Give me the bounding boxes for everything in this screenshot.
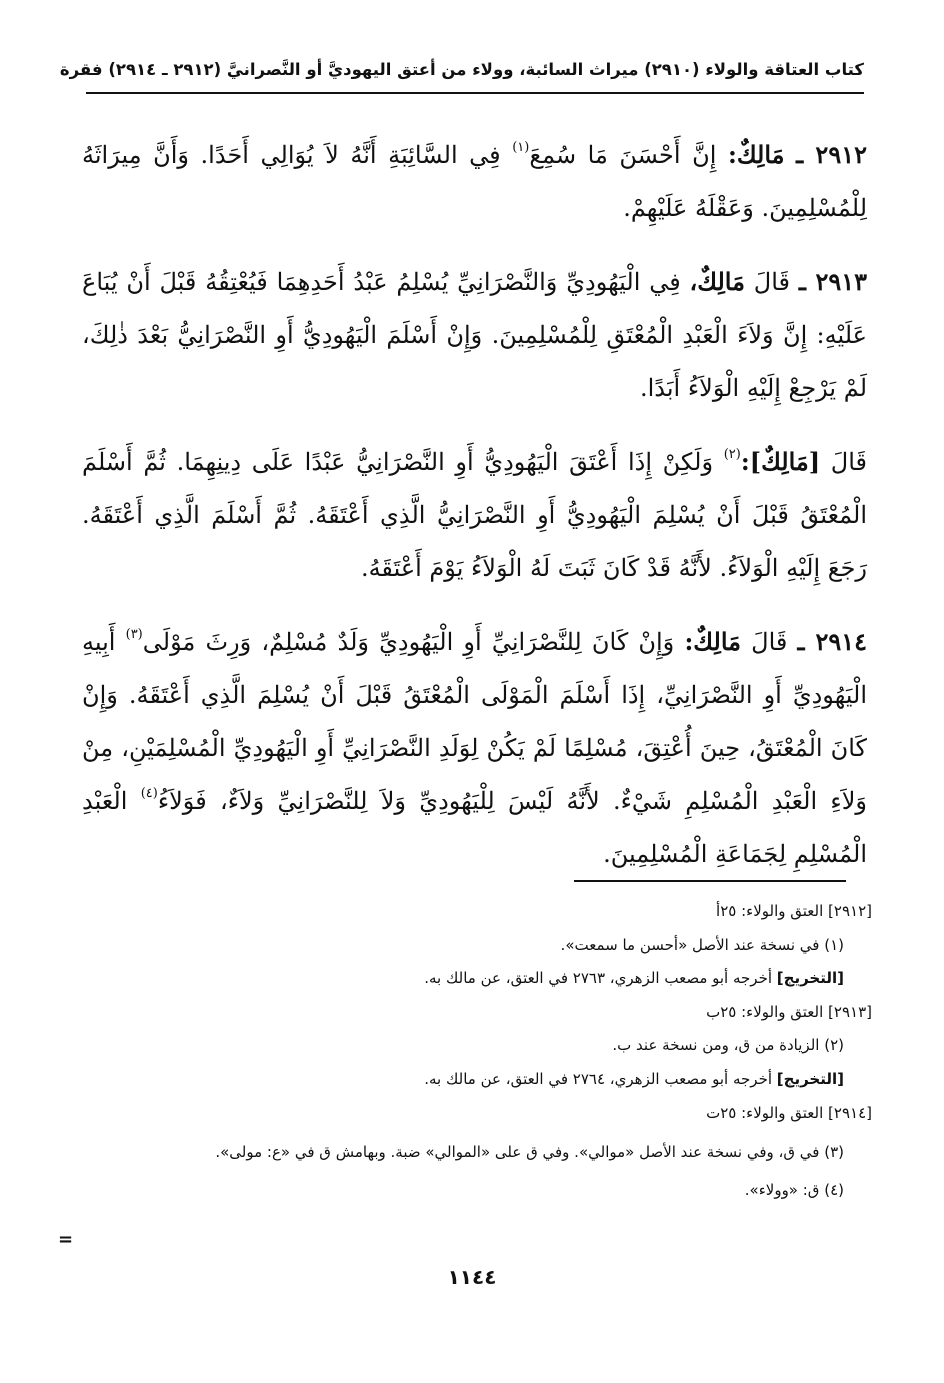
speaker-label: [مَالِكٌ]: — [740, 447, 821, 476]
paragraph-number: ٢٩١٣ ـ — [798, 267, 867, 296]
paragraph-text: قَالَ — [741, 628, 798, 656]
paragraph-text: الْعَبْدِ الْمُسْلِمِ لِجَمَاعَةِ الْمُسْلِمِينَ. — [82, 787, 867, 868]
paragraph-text: إِنَّ أَحْسَنَ مَا سُمِعَ — [529, 141, 728, 169]
takhrij-label: [التخريج] — [776, 1069, 844, 1088]
paragraph-text: وَإِنْ كَانَ لِلنَّصْرَانِيِّ أَوِ الْيَهُودِيِّ وَلَدٌ مُسْلِمٌ، وَرِثَ مَوْلَى — [142, 628, 685, 656]
footnote-4: (٤) ق: «وولاء». — [744, 1181, 844, 1200]
footnote-divider — [574, 880, 846, 882]
running-header: كتاب العتاقة والولاء (٢٩١٠) ميراث السائبة، وولاء من أعتق اليهوديَّ أو النَّصرانيَّ (٢٩١٢ ـ ٢٩١٤) فقرة — [59, 60, 864, 79]
reference-line-2913: [٢٩١٣] العتق والولاء: ٢٥ب — [706, 1002, 872, 1021]
reference-line-2912: [٢٩١٢] العتق والولاء: ٢٥أ — [716, 902, 872, 920]
footnote-3: (٣) في ق، وفي نسخة عند الأصل «موالي». وفي ق على «الموالي» ضبة. وبهامش ق في «ع: مولى». — [215, 1143, 844, 1162]
paragraph-2913 — [82, 255, 867, 415]
paragraph-text: أَبِيهِ الْيَهُودِيِّ أَوِ النَّصْرَانِيِّ، إِذَا أَسْلَمَ الْمَوْلَى الْمُعْتَقُ قَبْلَ أَنْ يُسْلِمَ الَّذِي أَعْتَقَهُ. وَإِنْ كَانَ الْمُعْتَقُ، حِينَ أُعْتِقَ، مُسْلِمًا لَمْ يَكُنْ لِوَلَدِ النَّصْرَانِيِّ أَوِ الْيَهُودِيِّ الْمُسْلِمَيْنِ، مِنْ وَلاَءِ الْعَبْدِ الْمُسْلِمِ شَيْءٌ. لأَنَّهُ لَيْسَ لِلْيَهُودِيِّ وَلاَ لِلنَّصْرَانِيِّ وَلاَءٌ، فَوَلاَءُ — [82, 628, 867, 815]
paragraph-text: وَلَكِنْ إِذَا أَعْتَقَ الْيَهُودِيُّ أَوِ النَّصْرَانِيُّ عَبْدًا عَلَى دِينِهِمَا. ثُمَّ أَسْلَمَ الْمُعْتَقُ قَبْلَ أَنْ يُسْلِمَ الْيَهُودِيُّ أَوِ النَّصْرَانِيُّ الَّذِي أَعْتَقَهُ. ثُمَّ أَسْلَمَ الَّذِي أَعْتَقَهُ. رَجَعَ إِلَيْهِ الْوَلاَءُ. لأَنَّهُ قَدْ كَانَ ثَبَتَ لَهُ الْوَلاَءُ يَوْمَ أَعْتَقَهُ. — [82, 448, 867, 582]
paragraph-text: فِي الْيَهُودِيِّ وَالنَّصْرَانِيِّ يُسْلِمُ عَبْدُ أَحَدِهِمَا فَيُعْتِقُهُ قَبْلَ أَنْ يُبَاعَ عَلَيْهِ: إِنَّ وَلاَءَ الْعَبْدِ الْمُعْتَقِ لِلْمُسْلِمِينَ. وَإِنْ أَسْلَمَ الْيَهُودِيُّ أَوِ النَّصْرَانِيُّ بَعْدَ ذٰلِكَ، لَمْ يَرْجِعْ إِلَيْهِ الْوَلاَءُ أَبَدًا. — [82, 268, 867, 402]
takhrij-text: أخرجه أبو مصعب الزهري، ٢٧٦٣ في العتق، عن مالك به. — [424, 969, 777, 988]
footnote-marker[interactable]: (٤) — [140, 786, 158, 801]
page-number: ١١٤٤ — [447, 1265, 497, 1289]
paragraph-number: ٢٩١٢ ـ — [796, 140, 867, 169]
footnote-marker[interactable]: (٢) — [723, 447, 741, 462]
paragraph-text: فِي السَّائِبَةِ أَنَّهُ لاَ يُوَالِي أَحَدًا. وَأَنَّ مِيرَاثَهُ لِلْمُسْلِمِينَ. وَعَقْلَهُ عَلَيْهِمْ. — [82, 141, 867, 222]
footnote-2: (٢) الزيادة من ق، ومن نسخة عند ب. — [612, 1036, 844, 1055]
continuation-mark: = — [58, 1229, 74, 1250]
main-text — [82, 128, 867, 881]
takhrij-note-2913 — [82, 1066, 872, 1094]
paragraph-text: قَالَ — [820, 448, 868, 476]
footnote-marker[interactable]: (٣) — [125, 627, 143, 642]
takhrij-note-2912 — [82, 965, 872, 993]
paragraph-text: قَالَ — [744, 268, 799, 296]
footnote-1: (١) في نسخة عند الأصل «أحسن ما سمعت». — [560, 935, 844, 954]
header-divider — [86, 92, 864, 94]
footnotes-section — [82, 898, 872, 1205]
paragraph-2913-continued — [82, 435, 867, 595]
speaker-label: مَالِكٌ: — [727, 140, 785, 169]
speaker-label: مَالِكٌ: — [684, 627, 742, 656]
takhrij-label: [التخريج] — [776, 969, 844, 988]
paragraph-number: ٢٩١٤ ـ — [797, 627, 868, 656]
reference-line-2914: [٢٩١٤] العتق والولاء: ٢٥ت — [706, 1103, 872, 1122]
paragraph-2912 — [82, 128, 867, 235]
footnote-marker[interactable]: (١) — [512, 140, 530, 155]
paragraph-2914 — [82, 615, 867, 881]
takhrij-text: أخرجه أبو مصعب الزهري، ٢٧٦٤ في العتق، عن مالك به. — [424, 1069, 777, 1088]
speaker-label: مَالِكٌ، — [689, 267, 745, 296]
